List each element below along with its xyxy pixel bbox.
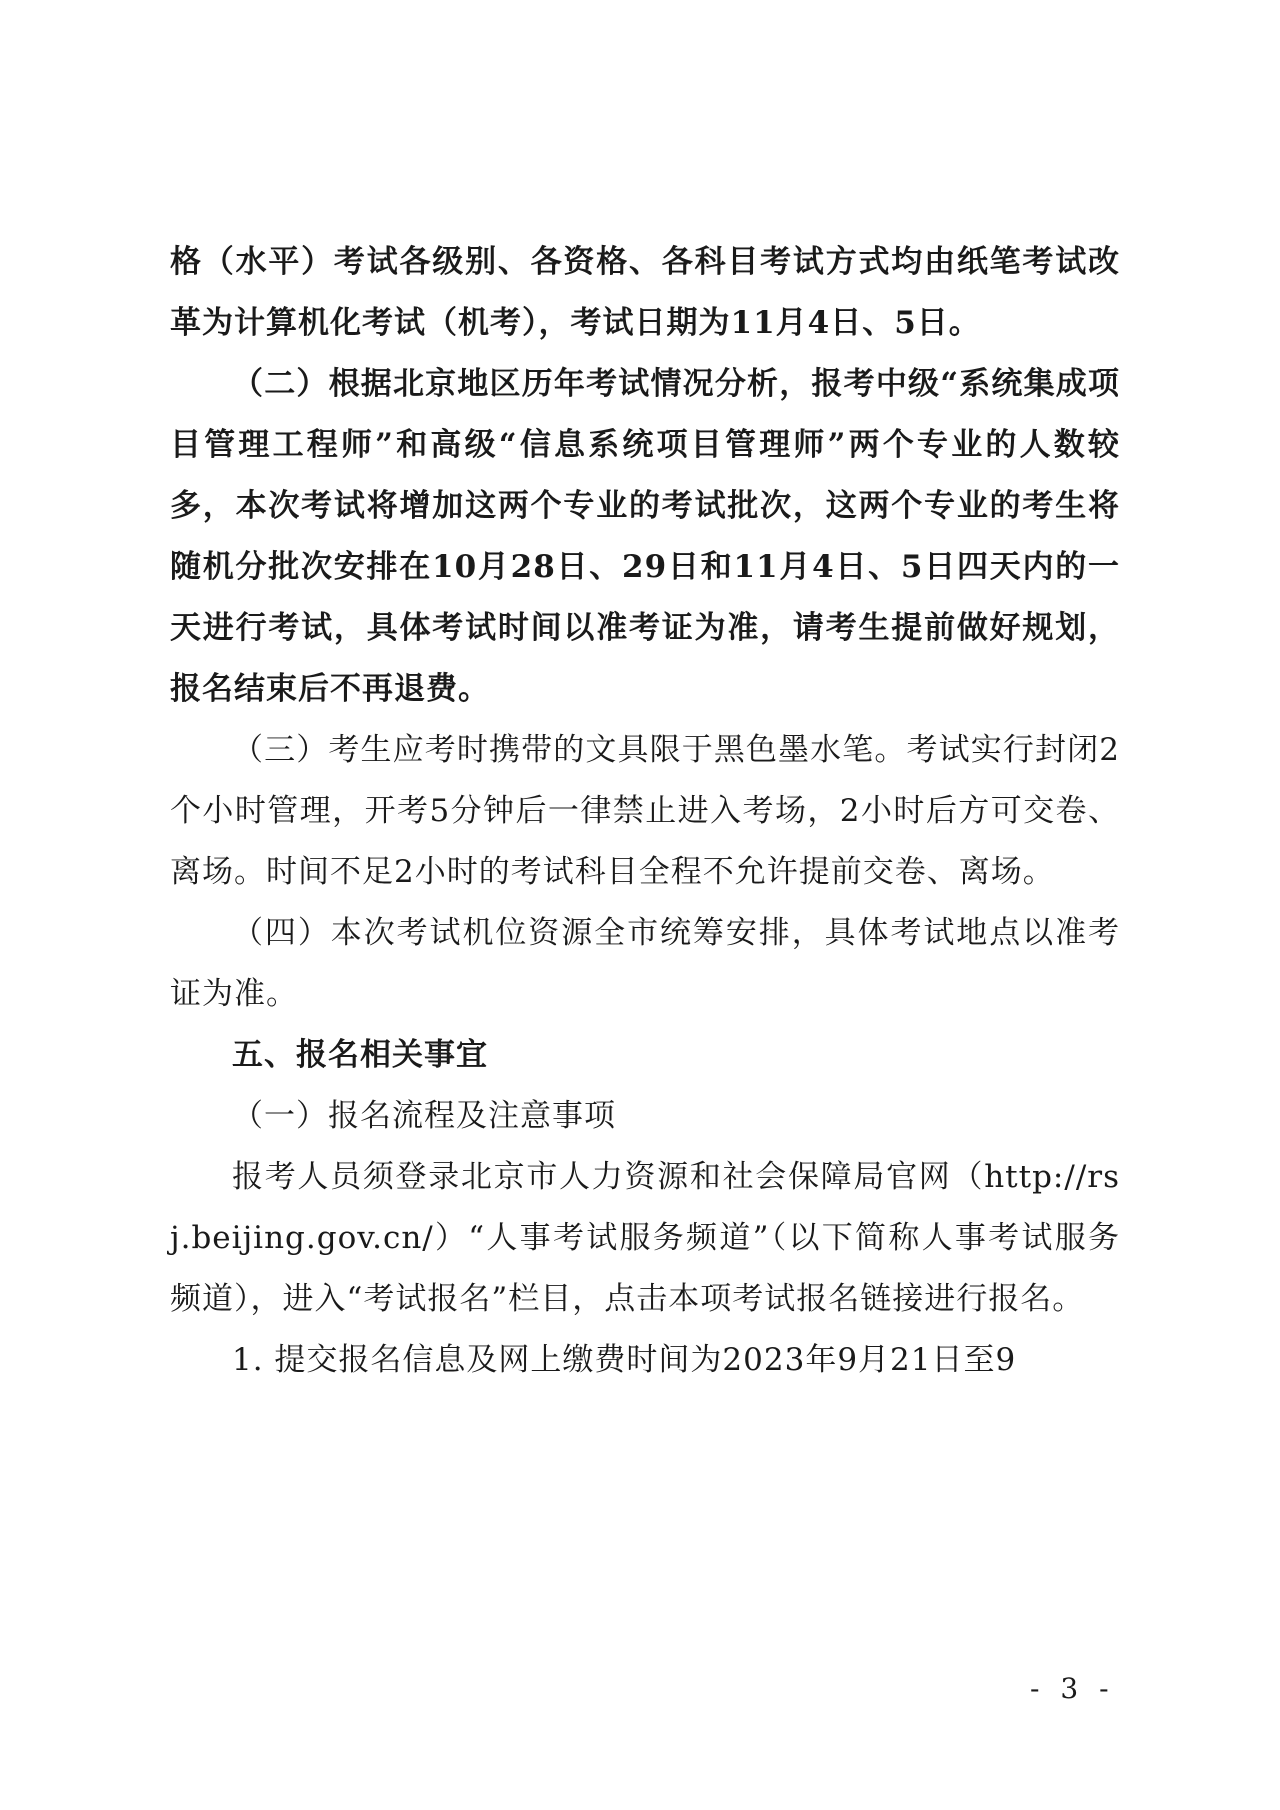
paragraph-exam-method: 格（水平）考试各级别、各资格、各科目考试方式均由纸笔考试改革为计算机化考试（机考），考试日期为11月4日、5日。 xyxy=(170,244,1120,341)
document-body xyxy=(170,232,1120,1391)
section-heading-5: 五、报名相关事宜 xyxy=(232,1037,488,1073)
subsection-heading-5-1: （一）报名流程及注意事项 xyxy=(232,1098,616,1134)
page-number: - 3 - xyxy=(1030,1672,1115,1705)
paragraph-registration-process: 报考人员须登录北京市人力资源和社会保障局官网（http://rsj.beijing.gov.cn/）“人事考试服务频道”（以下简称人事考试服务频道），进入“考试报名”栏目，点击本项考试报名链接进行报名。 xyxy=(170,1159,1120,1317)
paragraph-item-2: （二）根据北京地区历年考试情况分析，报考中级“系统集成项目管理工程师”和高级“信息系统项目管理师”两个专业的人数较多，本次考试将增加这两个专业的考试批次，这两个专业的考生将随机分批次安排在10月28日、29日和11月4日、5日四天内的一天进行考试，具体考试时间以准考证为准，请考生提前做好规划，报名结束后不再退费。 xyxy=(170,366,1120,707)
paragraph-registration-time: 1. 提交报名信息及网上缴费时间为2023年9月21日至9 xyxy=(232,1342,1017,1378)
paragraph-item-3: （三）考生应考时携带的文具限于黑色墨水笔。考试实行封闭2个小时管理，开考5分钟后一律禁止进入考场，2小时后方可交卷、离场。时间不足2小时的考试科目全程不允许提前交卷、离场。 xyxy=(170,732,1120,890)
paragraph-item-4: （四）本次考试机位资源全市统筹安排，具体考试地点以准考证为准。 xyxy=(170,915,1120,1012)
